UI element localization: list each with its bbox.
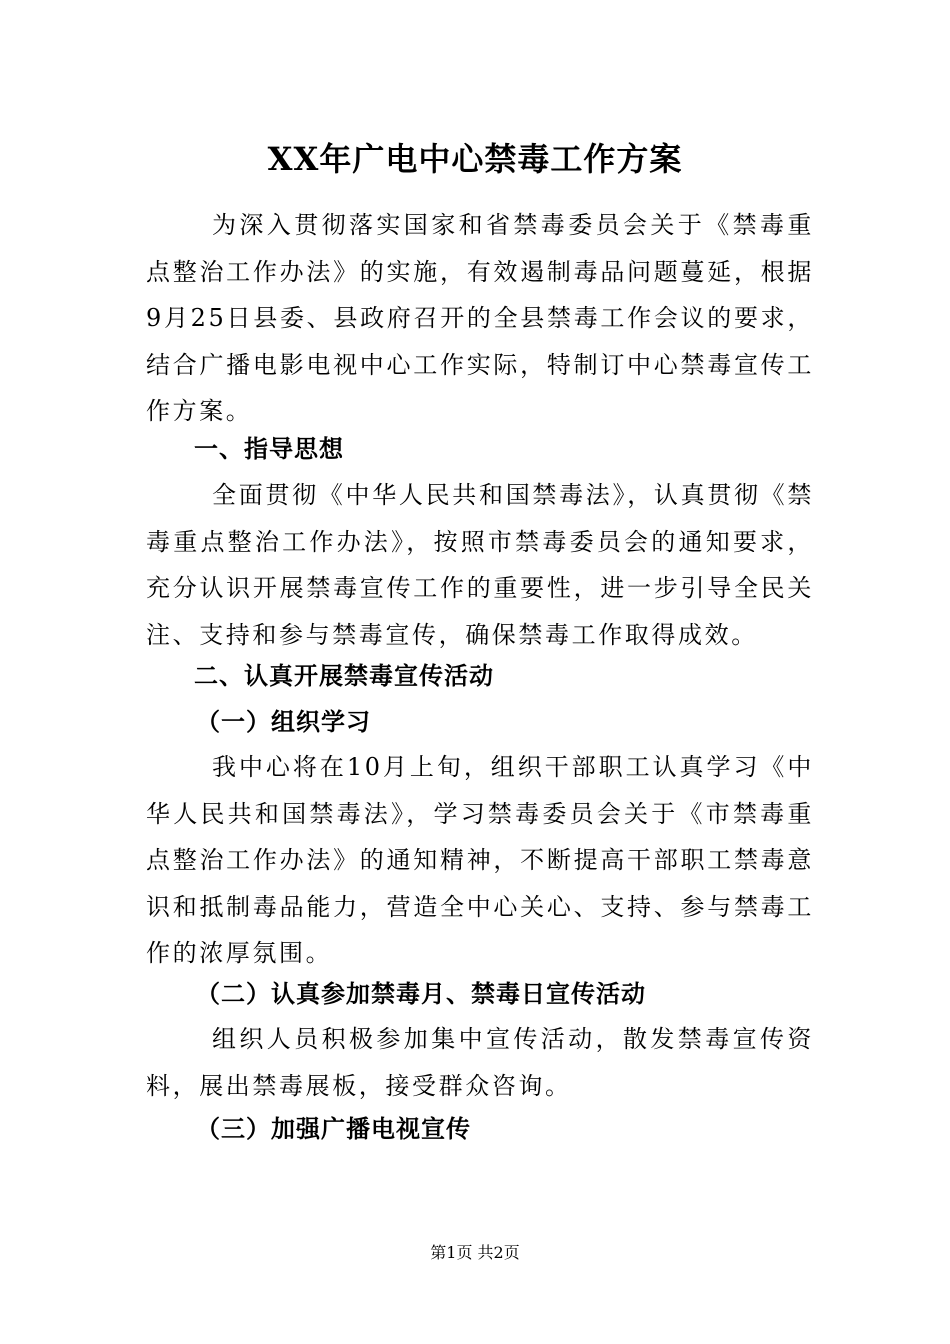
sub1-heading: （一）组织学习 [196, 708, 371, 736]
sub1-paragraph: 我中心将在10月上旬，组织干部职工认真学习《中华人民共和国禁毒法》，学习禁毒委员会关于《市禁毒重点整治工作办法》的通知精神，不断提高干部职工禁毒意识和抵制毒品能力，营造全中心关心、支持、参与禁毒工作的浓厚氛围。 [146, 753, 814, 967]
document-title: XX年广电中心禁毒工作方案 [267, 140, 683, 178]
section1-paragraph: 全面贯彻《中华人民共和国禁毒法》，认真贯彻《禁毒重点整治工作办法》，按照市禁毒委员会的通知要求，充分认识开展禁毒宣传工作的重要性，进一步引导全民关注、支持和参与禁毒宣传，确保禁毒工作取得成效。 [146, 481, 814, 649]
sub2-heading: （二）认真参加禁毒月、禁毒日宣传活动 [196, 980, 646, 1008]
sub2-paragraph: 组织人员积极参加集中宣传活动，散发禁毒宣传资料，展出禁毒展板，接受群众咨询。 [146, 1025, 814, 1100]
section1-heading: 一、指导思想 [194, 435, 344, 463]
section2-heading: 二、认真开展禁毒宣传活动 [194, 662, 494, 690]
sub3-heading: （三）加强广播电视宣传 [196, 1115, 471, 1143]
page-footer: 第1页 共2页 [430, 1243, 520, 1262]
intro-paragraph: 为深入贯彻落实国家和省禁毒委员会关于《禁毒重点整治工作办法》的实施，有效遏制毒品问题蔓延，根据9月25日县委、县政府召开的全县禁毒工作会议的要求，结合广播电影电视中心工作实际，特制订中心禁毒宣传工作方案。 [146, 211, 814, 425]
